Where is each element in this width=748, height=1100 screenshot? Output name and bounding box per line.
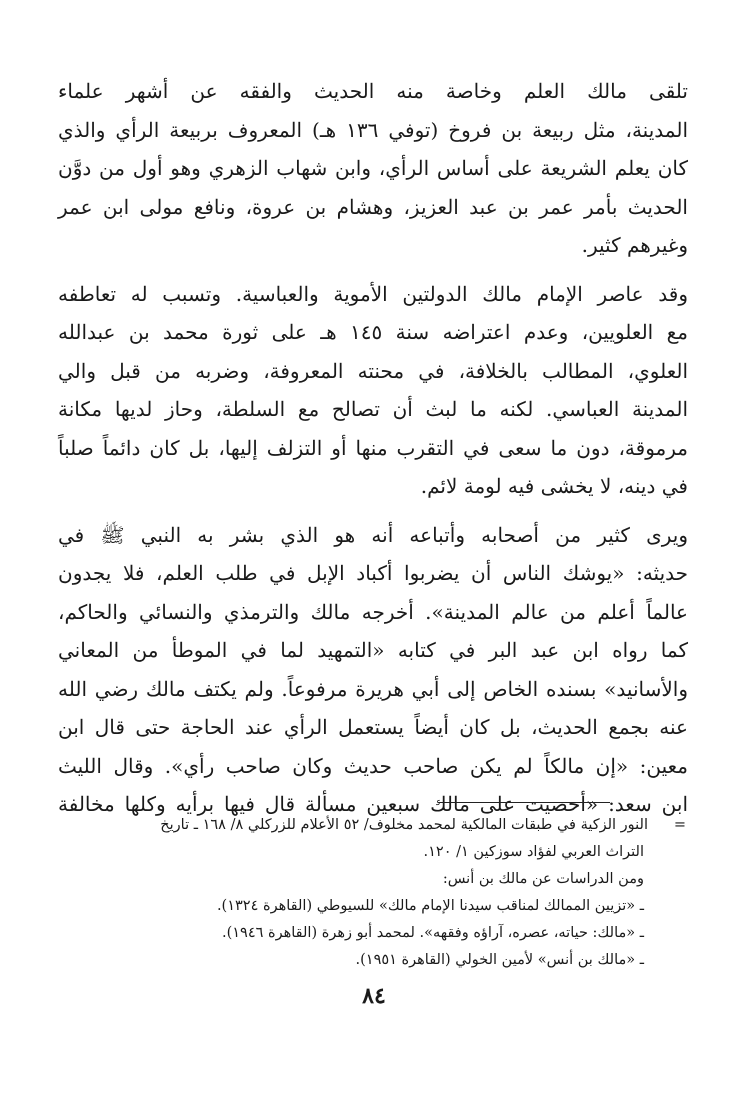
text-line: عنه بجمع الحديث، بل كان أيضاً يستعمل الرأي عند الحاجة حتى قال ابن	[58, 715, 688, 739]
text-line: المدينة العباسي. لكنه ما لبث أن تصالح مع السلطة، وحاز لديها مكانة	[58, 397, 688, 421]
main-text	[58, 72, 688, 834]
text-line: والأسانيد» بسنده الخاص إلى أبي هريرة مرفوعاً. ولم يكتف مالك رضي الله	[58, 676, 688, 701]
text-line: وغيرهم كثير.	[581, 233, 688, 257]
footnote-line	[60, 812, 686, 839]
text-line: المدينة، مثل ربيعة بن فروخ (توفي ١٣٦ هـ) المعروف بربيعة الرأي والذي	[58, 117, 688, 142]
footnotes	[60, 812, 686, 974]
paragraph-1	[58, 72, 688, 265]
page-number: ٨٤	[362, 983, 386, 1009]
paragraph-2	[58, 275, 688, 506]
text-line: ابن سعد: «أحصيت على مالك سبعين مسألة قال فيها برأيه وكلها مخالفة	[58, 792, 689, 816]
footnote-separator	[438, 802, 610, 803]
text-line: في دينه، لا يخشى فيه لومة لائم.	[420, 474, 688, 498]
paragraph-3	[58, 516, 688, 824]
footnote-text: النور الزكية في طبقات المالكية لمحمد مخلوف/ ٥٢ الأعلام للزركلي ٨/ ١٦٨ ـ تاريخ	[160, 817, 648, 833]
text-line: الحديث بأمر عمر بن عبد العزيز، وهشام بن عروة، ونافع مولى ابن عمر	[58, 194, 688, 219]
text-line: كان يعلم الشريعة على أساس الرأي، وابن شهاب الزهري وهو أول من دوَّن	[58, 156, 688, 180]
text-line: كما رواه ابن عبد البر في كتابه «التمهيد لما في الموطأ من المعاني	[58, 638, 688, 662]
footnote-line: ـ «تزيين الممالك لمناقب سيدنا الإمام مالك» للسيوطي (القاهرة ١٣٢٤).	[216, 898, 644, 914]
text-line: ويرى كثير من أصحابه وأتباعه أنه هو الذي بشر به النبي ﷺ في	[58, 522, 688, 547]
text-line: مرموقة، دون ما سعى في التقرب منها أو التزلف إليها، بل كان دائماً صلباً	[58, 435, 688, 460]
footnote-line: ـ «مالك: حياته، عصره، آراؤه وفقهه». لمحمد أبو زهرة (القاهرة ١٩٤٦).	[221, 925, 644, 941]
footnote-line: التراث العربي لفؤاد سوزكين ١/ ١٢٠.	[423, 844, 644, 860]
text-line: مع العلويين، وعدم اعتراضه سنة ١٤٥ هـ على ثورة محمد بن عبدالله	[58, 320, 688, 344]
text-line: وقد عاصر الإمام مالك الدولتين الأموية والعباسية. وتسبب له تعاطفه	[58, 281, 688, 306]
text-line: تلقى مالك العلم وخاصة منه الحديث والفقه عن أشهر علماء	[58, 79, 688, 103]
text-line: حديثه: «يوشك الناس أن يضربوا أكباد الإبل في طلب العلم، فلا يجدون	[58, 561, 688, 585]
footnote-marker: =	[673, 817, 686, 833]
footnote-line: ـ «مالك بن أنس» لأمين الخولي (القاهرة ١٩٥١).	[355, 952, 644, 968]
text-line: معين: «إن مالكاً لم يكن صاحب حديث وكان صاحب رأي». وقال الليث	[58, 753, 688, 778]
footnote-line: ومن الدراسات عن مالك بن أنس:	[442, 871, 644, 887]
text-line: العلوي، المطالب بالخلافة، في محنته المعروفة، وضربه من قبل والي	[58, 358, 688, 383]
text-line: عالماً أعلم من عالم المدينة». أخرجه مالك والترمذي والنسائي والحاكم،	[58, 599, 688, 624]
